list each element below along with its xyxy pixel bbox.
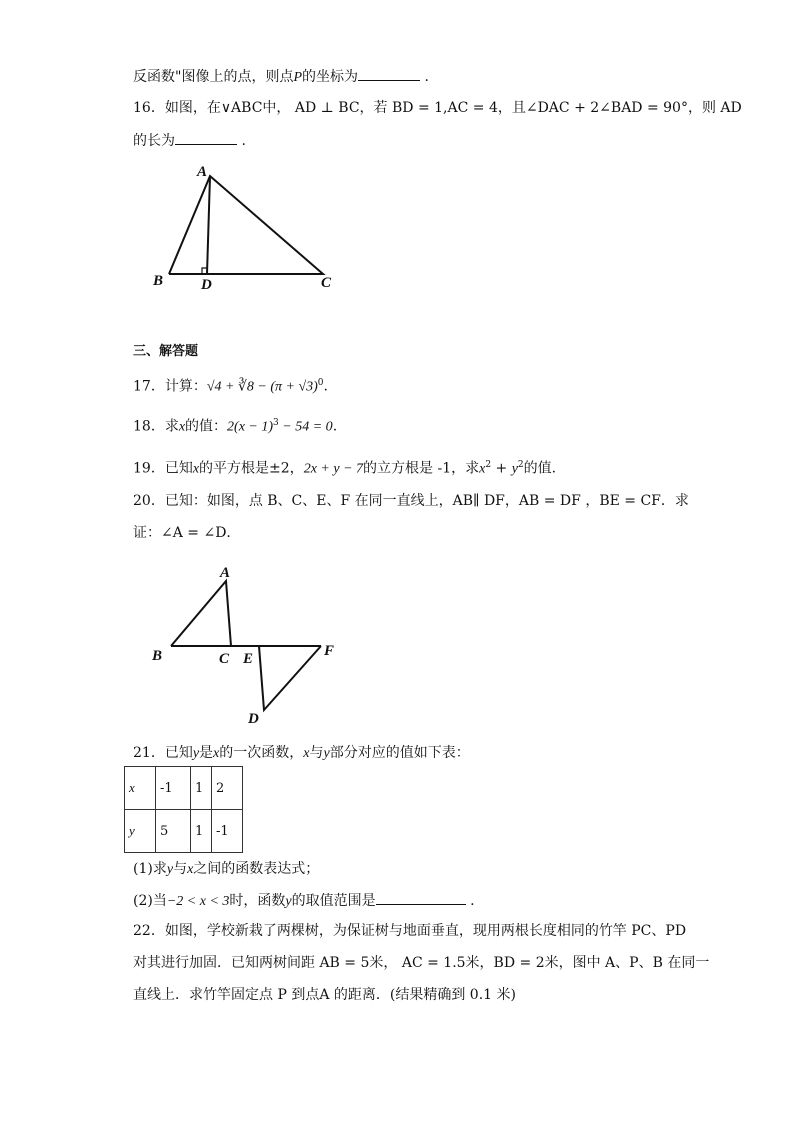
q19-exp: 2 (517, 460, 524, 470)
label-f: F (324, 643, 335, 659)
q20-line2: 证：∠A = ∠D． (133, 525, 241, 541)
q19-text: 的值. (523, 460, 557, 477)
label-a: A (197, 164, 208, 180)
q21-line (133, 743, 470, 764)
q16-end: . (241, 133, 246, 149)
table-cell: 1 (191, 767, 212, 810)
table-header-cell: y (125, 810, 156, 853)
answer-blank[interactable] (175, 130, 237, 145)
q20-figure (145, 555, 355, 730)
q21-text: 与 (173, 861, 188, 877)
q21-expr: −2 < x < 3 (166, 894, 230, 909)
q18-exp: 3 (273, 418, 279, 428)
q21-var: y (285, 894, 292, 909)
q21-text: (2)当 (133, 893, 167, 909)
altitude-ad (207, 176, 210, 274)
q22-line1: 22．如图，学校新栽了两棵树，为保证树与地面垂直，现用两根长度相同的竹竿 PC、PD (133, 923, 687, 939)
table-row (125, 767, 243, 810)
label-c: C (219, 651, 230, 667)
q19-expr: 2x + y − 7 (303, 461, 364, 477)
table-cell: 1 (191, 810, 212, 853)
q21-var: x (303, 746, 310, 761)
q21-text: 是 (199, 745, 214, 761)
q15-text: 的坐标为 (302, 69, 359, 85)
q15-var: P (293, 70, 303, 85)
table-cell: -1 (212, 810, 243, 853)
q19-exp: 2 (485, 460, 492, 470)
table-cell: 5 (156, 810, 191, 853)
label-b: B (153, 273, 164, 289)
q18-var: x (178, 419, 186, 435)
label-b: B (152, 648, 163, 664)
q18-text: 18．求 (133, 418, 179, 435)
q16-text: 的长为 (133, 133, 175, 149)
label-c: C (321, 275, 332, 291)
label-d: D (248, 711, 259, 727)
table-cell: -1 (156, 767, 191, 810)
q16-triangle-figure (140, 158, 350, 298)
section-title: 三、解答题 (133, 344, 199, 359)
q19-line (133, 455, 556, 480)
q21-sub2 (133, 890, 475, 912)
q17-line (133, 373, 328, 398)
q21-text: 的取值范围是 (291, 893, 376, 909)
value-table (124, 766, 243, 853)
q21-text: 部分对应的值如下表： (329, 745, 470, 761)
label-a: A (220, 565, 231, 581)
q21-text: 21．已知 (133, 745, 193, 761)
q17-end: . (323, 378, 328, 395)
q21-text: (1)求 (133, 861, 167, 877)
q19-var: x (479, 461, 486, 477)
label-d: D (201, 277, 212, 293)
q19-text: 19．已知 (133, 460, 193, 477)
q15-end: . (424, 69, 429, 85)
q18-end: . (332, 418, 338, 435)
q18-expr: − 54 = 0 (278, 419, 333, 435)
answer-blank[interactable] (358, 66, 420, 81)
q22-line2: 对其进行加固．已知两树间距 AB = 5米， AC = 1.5米，BD = 2米，图中 A、P、B 在同一 (133, 955, 710, 971)
q21-var: y (323, 746, 330, 761)
q21-var: y (192, 746, 200, 761)
q21-var: x (213, 746, 220, 761)
q17-text: 17．计算： (133, 378, 207, 395)
q17-exp: 0 (317, 378, 324, 388)
q22-line3: 直线上．求竹竿固定点 P 到点A 的距离．(结果精确到 0.1 米) (133, 987, 516, 1003)
triangle-abc (171, 581, 231, 646)
q21-text: 与 (309, 745, 324, 761)
q16-line1: 16．如图，在∨ABC中， AD ⊥ BC，若 BD = 1,AC = 4，且∠DAC + 2∠BAD = 90°，则 AD (133, 100, 742, 116)
q17-expr: √4 + ∛8 − (π + √3) (206, 379, 318, 395)
q15-text: 反函数"图像上的点，则点 (133, 69, 294, 85)
table-header-cell: x (125, 767, 156, 810)
table-cell: 2 (212, 767, 243, 810)
answer-blank[interactable] (376, 890, 466, 905)
q15-tail-line (133, 66, 429, 88)
q21-var: y (166, 862, 174, 877)
q16-line2 (133, 130, 246, 151)
q18-text: 的值： (185, 418, 228, 435)
q18-expr: 2(x − 1) (227, 419, 274, 435)
q21-text: 的一次函数， (219, 745, 304, 761)
q21-text: 时，函数 (229, 893, 286, 909)
q21-sub1 (133, 859, 319, 880)
q19-text: 的立方根是 -1，求 (363, 460, 480, 477)
q19-var: y (511, 461, 518, 477)
q21-end: . (470, 893, 475, 909)
q21-var: x (187, 862, 194, 877)
label-e: E (243, 651, 254, 667)
q19-op: + (491, 460, 512, 477)
q20-line1: 20．已知：如图，点 B、C、E、F 在同一直线上，AB∥ DF，AB = DF ，BE = CF．求 (133, 493, 689, 509)
triangle-edf (259, 646, 321, 710)
q18-line (133, 413, 337, 438)
table-row (125, 810, 243, 853)
triangle-outline (169, 176, 323, 274)
q19-var: x (192, 461, 200, 477)
q19-text: 的平方根是±2， (199, 460, 304, 477)
q21-text: 之间的函数表达式； (193, 861, 320, 877)
